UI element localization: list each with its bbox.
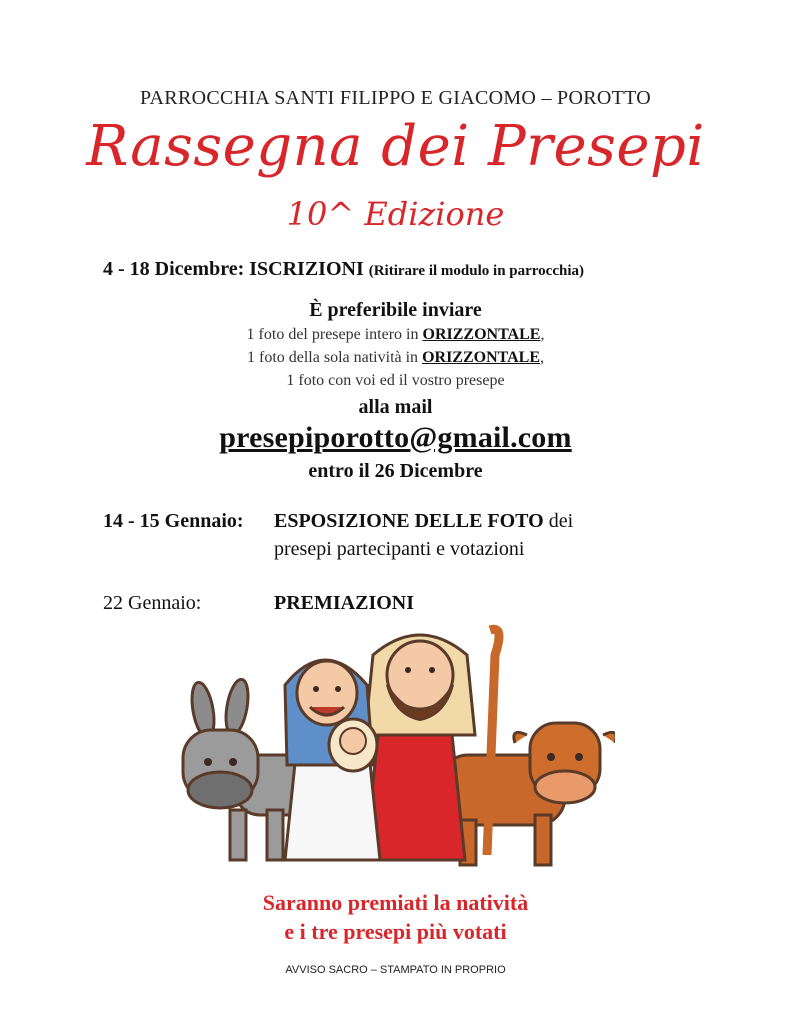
photo-line-2-text: 1 foto della sola natività in (246, 349, 423, 366)
exhibition-line2: presepi partecipanti e votazioni (274, 538, 525, 560)
footer-note: AVVISO SACRO – STAMPATO IN PROPRIO (285, 964, 506, 976)
award-note-line1: Saranno premiati la natività (262, 890, 529, 915)
page-title: Rassegna dei Presepi (86, 114, 705, 179)
submission-deadline: entro il 26 Dicembre (308, 460, 483, 482)
registration-dates: 4 - 18 Dicembre: (103, 258, 245, 280)
submission-heading: È preferibile inviare (309, 299, 482, 321)
exhibition-rest: dei (543, 510, 574, 532)
registration-note: (Ritirare il modulo in parrocchia) (368, 263, 584, 279)
exhibition-label: ESPOSIZIONE DELLE FOTO (274, 510, 544, 532)
edition-subtitle: 10^ Edizione (286, 195, 505, 233)
photo-line-1-emph: ORIZZONTALE (422, 326, 541, 343)
nativity-scene-illustration (175, 615, 615, 880)
mail-label: alla mail (358, 396, 433, 418)
baby-jesus-icon (329, 719, 377, 771)
cow-icon (440, 723, 615, 865)
email-link[interactable]: presepiporotto@gmail.com (219, 421, 572, 454)
award-note-line2: e i tre presepi più votati (284, 919, 507, 944)
photo-line-1 (0, 326, 791, 344)
photo-line-3 (0, 372, 791, 390)
photo-line-2-suffix: , (540, 349, 545, 366)
exhibition-text (274, 510, 573, 533)
photo-line-2-emph: ORIZZONTALE (422, 349, 541, 366)
awards-dates: 22 Gennaio: (103, 592, 202, 614)
award-note (0, 888, 791, 946)
photo-line-1-suffix: , (540, 326, 545, 343)
registration-label: ISCRIZIONI (249, 258, 364, 280)
photo-line-3-text: 1 foto con voi ed il vostro presepe (286, 372, 505, 389)
registration-row (103, 258, 584, 281)
photo-line-2 (0, 349, 791, 367)
awards-label: PREMIAZIONI (274, 592, 415, 614)
photo-line-1-text: 1 foto del presepe intero in (246, 326, 423, 343)
exhibition-dates: 14 - 15 Gennaio: (103, 510, 244, 532)
parish-name: PARROCCHIA SANTI FILIPPO E GIACOMO – POROTTO (139, 87, 652, 109)
